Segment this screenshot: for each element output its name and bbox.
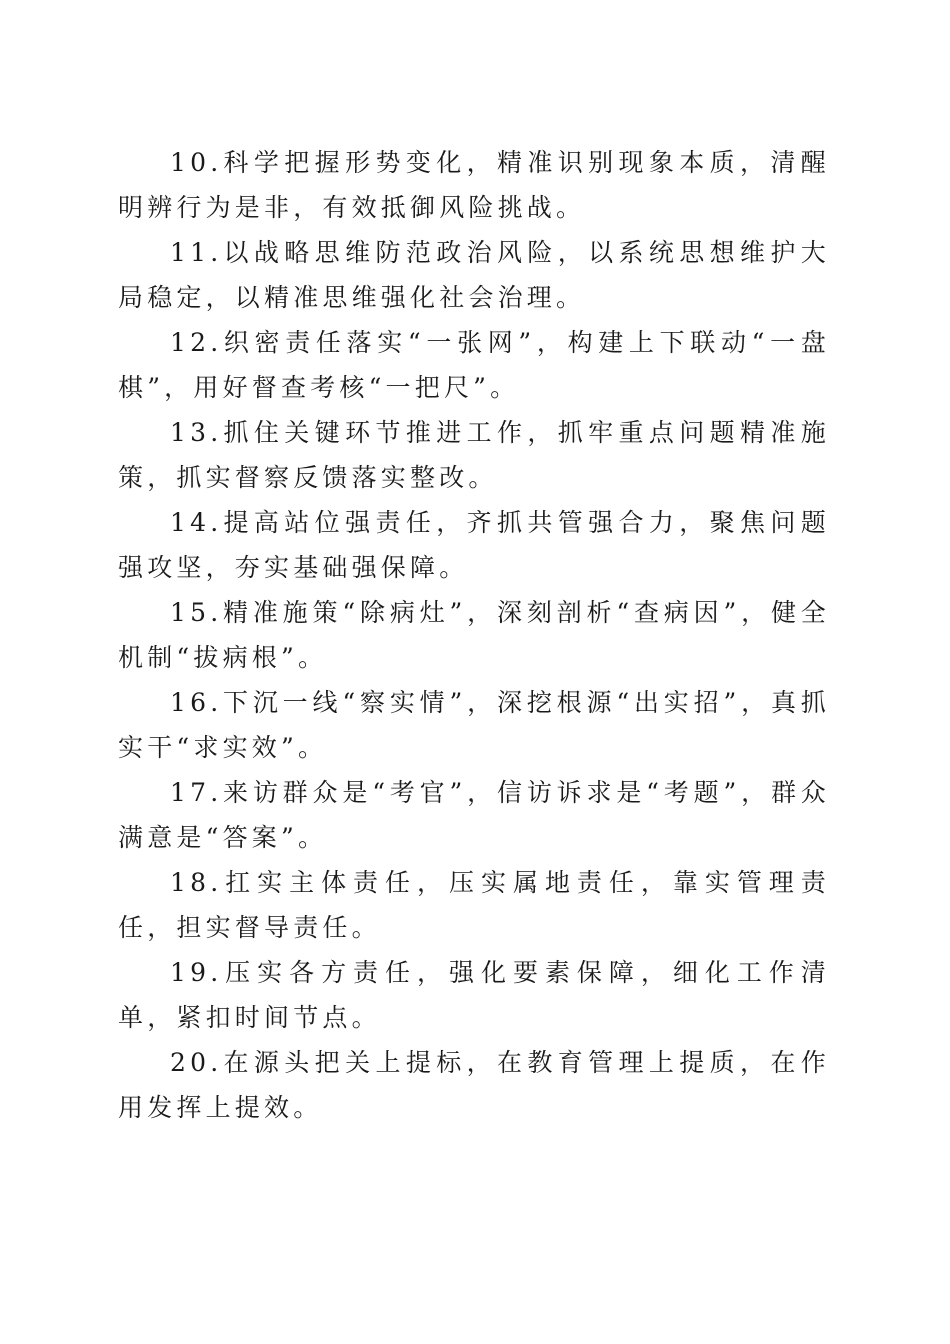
paragraph-12: 12.织密责任落实“一张网”，构建上下联动“一盘棋”，用好督查考核“一把尺”。 bbox=[118, 328, 830, 402]
paragraph-18: 18.扛实主体责任，压实属地责任，靠实管理责任，担实督导责任。 bbox=[118, 868, 830, 942]
document-body bbox=[118, 140, 830, 1130]
paragraph-17: 17.来访群众是“考官”，信访诉求是“考题”，群众满意是“答案”。 bbox=[118, 778, 830, 852]
paragraph-10: 10.科学把握形势变化，精准识别现象本质，清醒明辨行为是非，有效抵御风险挑战。 bbox=[118, 148, 830, 222]
paragraph-13: 13.抓住关键环节推进工作，抓牢重点问题精准施策，抓实督察反馈落实整改。 bbox=[118, 418, 830, 492]
paragraph-16: 16.下沉一线“察实情”，深挖根源“出实招”，真抓实干“求实效”。 bbox=[118, 688, 830, 762]
paragraph-15: 15.精准施策“除病灶”，深刻剖析“查病因”，健全机制“拔病根”。 bbox=[118, 598, 830, 672]
paragraph-19: 19.压实各方责任，强化要素保障，细化工作清单，紧扣时间节点。 bbox=[118, 958, 830, 1032]
paragraph-20: 20.在源头把关上提标，在教育管理上提质，在作用发挥上提效。 bbox=[118, 1048, 830, 1122]
paragraph-11: 11.以战略思维防范政治风险，以系统思想维护大局稳定，以精准思维强化社会治理。 bbox=[118, 238, 830, 312]
paragraph-14: 14.提高站位强责任，齐抓共管强合力，聚焦问题强攻坚，夯实基础强保障。 bbox=[118, 508, 830, 582]
